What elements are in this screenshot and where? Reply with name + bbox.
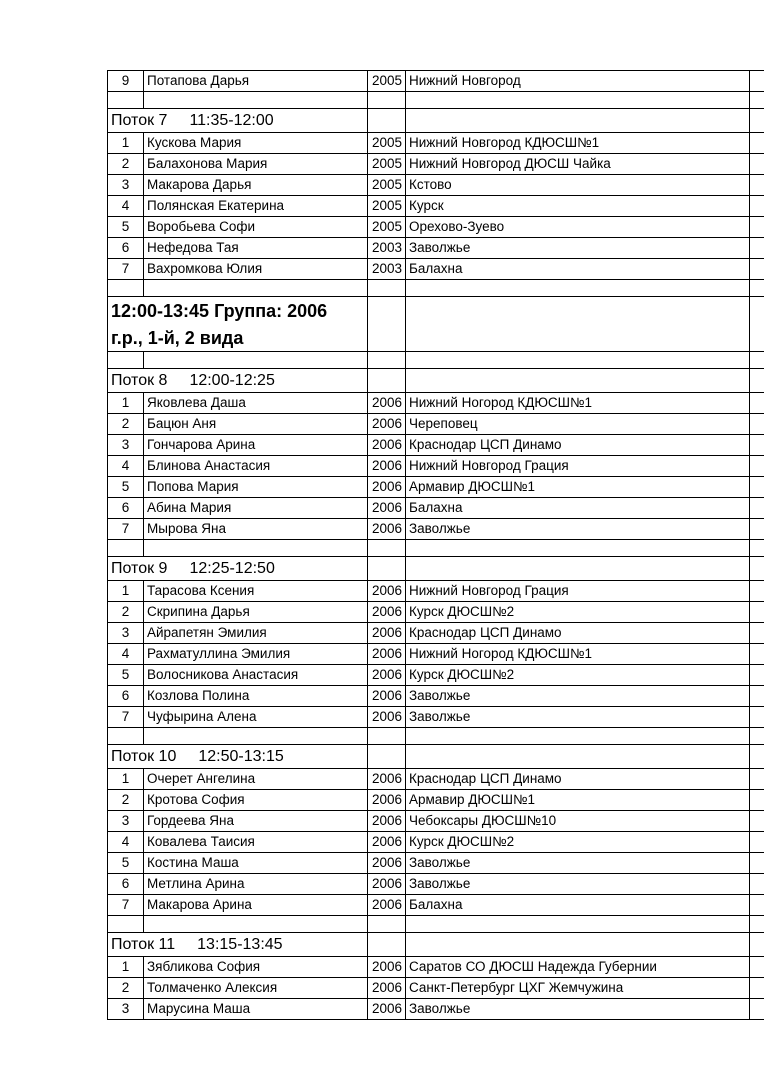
participant-number: 6 [108,498,144,519]
empty-cell [750,414,764,435]
birth-year: 2006 [368,602,406,623]
empty-cell [750,109,764,133]
empty-cell [108,916,144,933]
club-city: Саратов СО ДЮСШ Надежда Губернии [406,957,750,978]
participant-number: 3 [108,999,144,1020]
participant-row [108,832,764,853]
empty-cell [750,644,764,665]
club-city: Кстово [406,175,750,196]
empty-cell [406,352,750,369]
participant-number: 7 [108,519,144,540]
participant-row [108,519,764,540]
flight-header-row [108,557,764,581]
birth-year: 2006 [368,435,406,456]
empty-cell [750,686,764,707]
participant-row [108,644,764,665]
birth-year: 2006 [368,686,406,707]
participant-row [108,238,764,259]
club-city: Орехово-Зуево [406,217,750,238]
flight-label: Поток 10 [111,747,177,765]
birth-year: 2006 [368,498,406,519]
empty-cell [750,769,764,790]
flight-time: 12:00-12:25 [189,371,275,389]
participant-number: 3 [108,435,144,456]
flight-time: 11:35-12:00 [189,111,274,129]
empty-cell [144,540,368,557]
flight-header-row [108,745,764,769]
empty-cell [406,297,750,352]
empty-cell [368,916,406,933]
blank-row [108,92,764,109]
empty-cell [368,92,406,109]
participant-row [108,217,764,238]
empty-cell [750,874,764,895]
empty-cell [750,853,764,874]
participant-row [108,790,764,811]
participant-number: 3 [108,175,144,196]
participant-number: 2 [108,414,144,435]
club-city: Курск [406,196,750,217]
birth-year: 2006 [368,853,406,874]
participant-row [108,175,764,196]
participant-name: Блинова Анастасия [144,456,368,477]
participant-name: Попова Мария [144,477,368,498]
flight-header [108,933,368,957]
club-city: Заволжье [406,874,750,895]
participant-name: Вахромкова Юлия [144,259,368,280]
empty-cell [750,745,764,769]
empty-cell [406,109,750,133]
birth-year: 2006 [368,769,406,790]
club-city: Заволжье [406,686,750,707]
participant-row [108,196,764,217]
flight-header [108,109,368,133]
participant-number: 1 [108,957,144,978]
club-city: Армавир ДЮСШ№1 [406,790,750,811]
blank-row [108,352,764,369]
club-city: Нижний Новгород ДЮСШ Чайка [406,154,750,175]
participant-number: 5 [108,477,144,498]
participant-number: 4 [108,832,144,853]
participant-number: 7 [108,259,144,280]
empty-cell [368,745,406,769]
blank-row [108,540,764,557]
club-city: Нижний Новгород Грация [406,456,750,477]
empty-cell [368,728,406,745]
empty-cell [406,540,750,557]
empty-cell [750,790,764,811]
flight-header [108,369,368,393]
participant-name: Гордеева Яна [144,811,368,832]
empty-cell [750,540,764,557]
blank-row [108,280,764,297]
empty-cell [750,71,764,92]
empty-cell [144,352,368,369]
empty-cell [406,916,750,933]
flight-time: 12:50-13:15 [198,747,284,765]
participant-name: Мырова Яна [144,519,368,540]
participant-row [108,581,764,602]
participant-name: Кротова София [144,790,368,811]
empty-cell [368,933,406,957]
birth-year: 2006 [368,456,406,477]
participant-row [108,456,764,477]
participant-name: Метлина Арина [144,874,368,895]
participant-row [108,874,764,895]
empty-cell [406,557,750,581]
club-city: Балахна [406,259,750,280]
empty-cell [406,728,750,745]
empty-cell [750,895,764,916]
empty-cell [750,259,764,280]
participant-row [108,435,764,456]
participant-number: 7 [108,895,144,916]
participant-row [108,133,764,154]
empty-cell [750,811,764,832]
participant-number: 6 [108,238,144,259]
participant-row [108,665,764,686]
club-city: Заволжье [406,238,750,259]
participant-number: 2 [108,154,144,175]
participant-row [108,999,764,1020]
empty-cell [108,352,144,369]
empty-cell [750,196,764,217]
flight-header [108,557,368,581]
club-city: Нижний Новгород Грация [406,581,750,602]
birth-year: 2006 [368,644,406,665]
participant-name: Ковалева Таисия [144,832,368,853]
empty-cell [750,498,764,519]
club-city: Нижний Ногород КДЮСШ№1 [406,644,750,665]
blank-row [108,728,764,745]
club-city: Чебоксары ДЮСШ№10 [406,811,750,832]
participant-name: Чуфырина Алена [144,707,368,728]
birth-year: 2006 [368,393,406,414]
schedule-table [107,70,764,1020]
birth-year: 2005 [368,217,406,238]
empty-cell [750,435,764,456]
club-city: Балахна [406,498,750,519]
empty-cell [750,352,764,369]
empty-cell [750,154,764,175]
empty-cell [368,280,406,297]
birth-year: 2005 [368,154,406,175]
empty-cell [368,557,406,581]
club-city: Заволжье [406,519,750,540]
participant-name: Яковлева Даша [144,393,368,414]
club-city: Нижний Новгород КДЮСШ№1 [406,133,750,154]
empty-cell [406,280,750,297]
empty-cell [750,957,764,978]
participant-row [108,602,764,623]
empty-cell [750,175,764,196]
participant-number: 4 [108,644,144,665]
empty-cell [368,540,406,557]
flight-header [108,745,368,769]
club-city: Краснодар ЦСП Динамо [406,623,750,644]
participant-name: Марусина Маша [144,999,368,1020]
participant-name: Айрапетян Эмилия [144,623,368,644]
empty-cell [108,92,144,109]
birth-year: 2006 [368,811,406,832]
participant-name: Гончарова Арина [144,435,368,456]
participant-number: 5 [108,665,144,686]
participant-row [108,769,764,790]
participant-row [108,895,764,916]
empty-cell [750,280,764,297]
empty-cell [406,369,750,393]
group-header-row [108,297,764,325]
participant-name: Козлова Полина [144,686,368,707]
participant-name: Очерет Ангелина [144,769,368,790]
participant-name: Макарова Дарья [144,175,368,196]
empty-cell [368,352,406,369]
empty-cell [750,707,764,728]
blank-row [108,916,764,933]
empty-cell [750,832,764,853]
empty-cell [750,519,764,540]
club-city: Заволжье [406,707,750,728]
flight-label: Поток 7 [111,111,168,129]
birth-year: 2006 [368,707,406,728]
empty-cell [144,280,368,297]
birth-year: 2005 [368,71,406,92]
participant-row [108,477,764,498]
empty-cell [368,109,406,133]
participant-row [108,686,764,707]
empty-cell [406,745,750,769]
birth-year: 2005 [368,133,406,154]
empty-cell [750,581,764,602]
birth-year: 2006 [368,978,406,999]
flight-time: 12:25-12:50 [189,559,275,577]
empty-cell [144,728,368,745]
club-city: Армавир ДЮСШ№1 [406,477,750,498]
birth-year: 2006 [368,477,406,498]
participant-row [108,498,764,519]
participant-number: 4 [108,456,144,477]
empty-cell [750,238,764,259]
birth-year: 2006 [368,519,406,540]
flight-label: Поток 8 [111,371,168,389]
empty-cell [750,369,764,393]
participant-name: Зябликова София [144,957,368,978]
flight-label: Поток 11 [111,935,176,953]
participant-row [108,811,764,832]
participant-number: 5 [108,217,144,238]
birth-year: 2006 [368,957,406,978]
flight-time: 13:15-13:45 [197,935,283,953]
empty-cell [750,477,764,498]
empty-cell [108,540,144,557]
club-city: Балахна [406,895,750,916]
participant-name: Толмаченко Алексия [144,978,368,999]
participant-number: 2 [108,790,144,811]
participant-number: 6 [108,874,144,895]
empty-cell [750,728,764,745]
empty-cell [108,280,144,297]
club-city: Краснодар ЦСП Динамо [406,435,750,456]
participant-name: Абина Мария [144,498,368,519]
empty-cell [750,92,764,109]
club-city: Заволжье [406,853,750,874]
participant-number: 4 [108,196,144,217]
participant-name: Полянская Екатерина [144,196,368,217]
participant-number: 5 [108,853,144,874]
birth-year: 2003 [368,238,406,259]
empty-cell [750,602,764,623]
club-city: Курск ДЮСШ№2 [406,602,750,623]
participant-name: Рахматуллина Эмилия [144,644,368,665]
participant-number: 3 [108,811,144,832]
participant-name: Макарова Арина [144,895,368,916]
participant-number: 9 [108,71,144,92]
flight-header-row [108,933,764,957]
birth-year: 2003 [368,259,406,280]
birth-year: 2006 [368,832,406,853]
club-city: Курск ДЮСШ№2 [406,832,750,853]
participant-name: Воробьева Софи [144,217,368,238]
participant-number: 1 [108,769,144,790]
empty-cell [750,623,764,644]
participant-row [108,71,764,92]
flight-header-row [108,369,764,393]
club-city: Нижний Ногород КДЮСШ№1 [406,393,750,414]
club-city: Курск ДЮСШ№2 [406,665,750,686]
empty-cell [750,999,764,1020]
birth-year: 2005 [368,196,406,217]
flight-label: Поток 9 [111,559,168,577]
participant-name: Потапова Дарья [144,71,368,92]
participant-row [108,623,764,644]
club-city: Краснодар ЦСП Динамо [406,769,750,790]
birth-year: 2006 [368,790,406,811]
participant-row [108,957,764,978]
birth-year: 2006 [368,895,406,916]
participant-number: 6 [108,686,144,707]
empty-cell [750,393,764,414]
empty-cell [144,916,368,933]
empty-cell [406,92,750,109]
birth-year: 2006 [368,581,406,602]
group-title-line2: г.р., 1-й, 2 вида [108,324,368,352]
birth-year: 2006 [368,999,406,1020]
schedule-body [108,71,764,1020]
participant-row [108,978,764,999]
empty-cell [108,728,144,745]
participant-row [108,393,764,414]
empty-cell [750,557,764,581]
empty-cell [750,217,764,238]
participant-name: Скрипина Дарья [144,602,368,623]
empty-cell [144,92,368,109]
club-city: Череповец [406,414,750,435]
participant-name: Нефедова Тая [144,238,368,259]
club-city: Санкт-Петербург ЦХГ Жемчужина [406,978,750,999]
participant-name: Бацюн Аня [144,414,368,435]
birth-year: 2005 [368,175,406,196]
birth-year: 2006 [368,874,406,895]
participant-name: Волосникова Анастасия [144,665,368,686]
participant-row [108,707,764,728]
birth-year: 2006 [368,623,406,644]
participant-number: 1 [108,133,144,154]
participant-row [108,259,764,280]
birth-year: 2006 [368,665,406,686]
empty-cell [368,297,406,352]
club-city: Заволжье [406,999,750,1020]
participant-row [108,154,764,175]
club-city: Нижний Новгород [406,71,750,92]
flight-header-row [108,109,764,133]
participant-name: Костина Маша [144,853,368,874]
empty-cell [750,978,764,999]
participant-number: 3 [108,623,144,644]
empty-cell [750,297,764,352]
participant-name: Балахонова Мария [144,154,368,175]
empty-cell [750,665,764,686]
participant-number: 2 [108,602,144,623]
empty-cell [750,933,764,957]
participant-row [108,853,764,874]
participant-number: 2 [108,978,144,999]
group-title-line1: 12:00-13:45 Группа: 2006 [108,297,368,325]
empty-cell [750,456,764,477]
participant-number: 1 [108,581,144,602]
participant-name: Тарасова Ксения [144,581,368,602]
empty-cell [750,916,764,933]
participant-name: Кускова Мария [144,133,368,154]
participant-row [108,414,764,435]
participant-number: 1 [108,393,144,414]
empty-cell [368,369,406,393]
empty-cell [750,133,764,154]
empty-cell [406,933,750,957]
birth-year: 2006 [368,414,406,435]
participant-number: 7 [108,707,144,728]
